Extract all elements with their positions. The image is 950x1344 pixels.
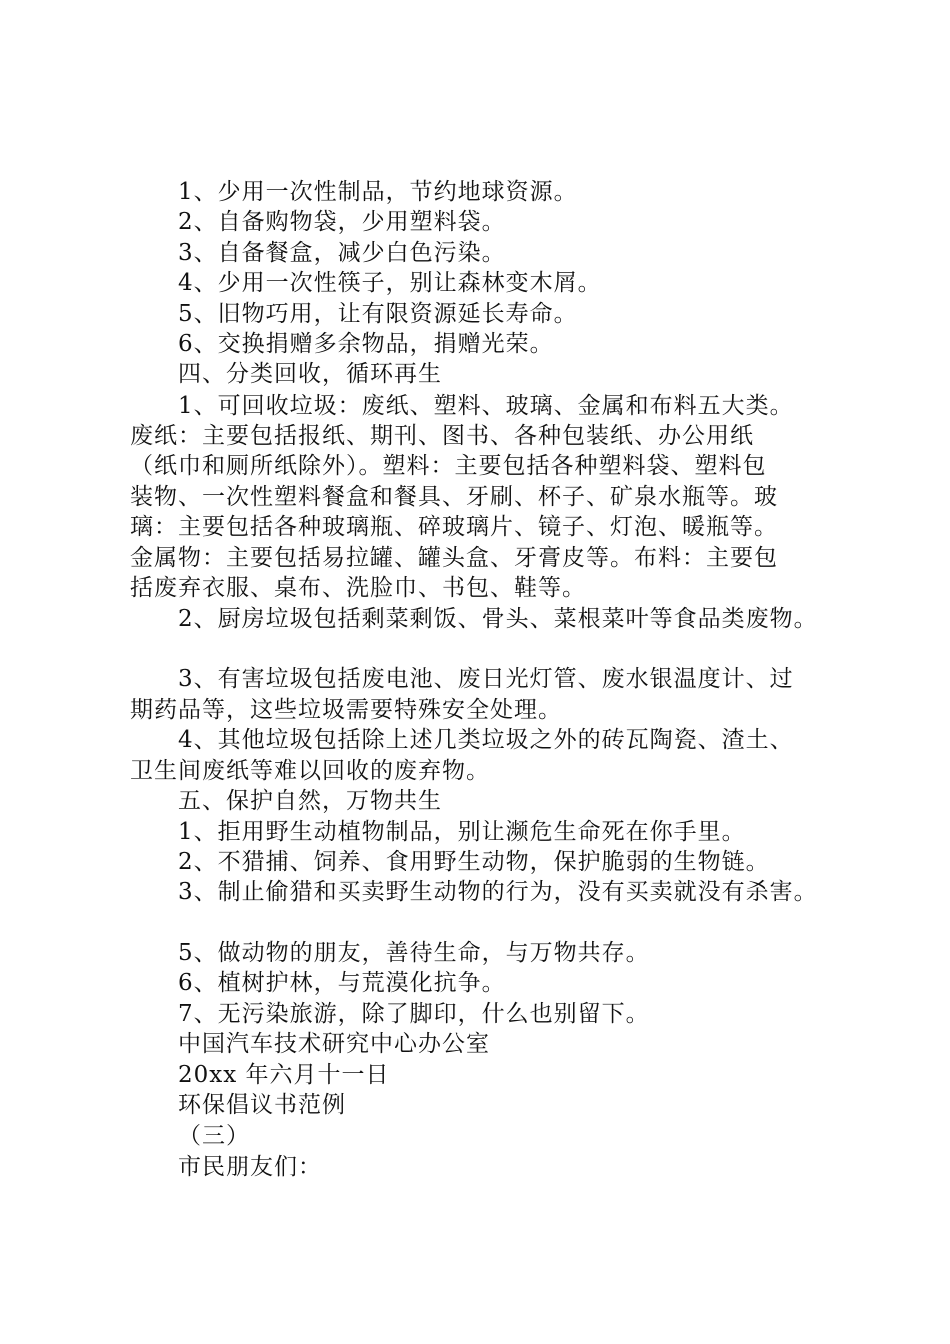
- text-line: 括废弃衣服、桌布、洗脸巾、书包、鞋等。: [130, 575, 586, 601]
- text-line: 5、旧物巧用，让有限资源延长寿命。: [178, 301, 578, 327]
- text-line: 6、植树护林，与荒漠化抗争。: [178, 970, 506, 996]
- text-line: 2、自备购物袋，少用塑料袋。: [178, 209, 506, 235]
- section-number: （三）: [178, 1123, 250, 1149]
- text-line: 4、少用一次性筷子，别让森林变木屑。: [178, 270, 602, 296]
- text-line: 5、做动物的朋友，善待生命，与万物共存。: [178, 940, 650, 966]
- text-line: 璃：主要包括各种玻璃瓶、碎玻璃片、镜子、灯泡、暖瓶等。: [130, 514, 778, 540]
- text-line: 废纸：主要包括报纸、期刊、图书、各种包装纸、办公用纸: [130, 423, 754, 449]
- text-line: 1、可回收垃圾：废纸、塑料、玻璃、金属和布料五大类。: [178, 393, 794, 419]
- signature-organization: 中国汽车技术研究中心办公室: [178, 1031, 490, 1057]
- text-line: 装物、一次性塑料餐盒和餐具、牙刷、杯子、矿泉水瓶等。玻: [130, 484, 778, 510]
- section-heading: 五、保护自然，万物共生: [178, 788, 442, 814]
- text-line: 4、其他垃圾包括除上述几类垃圾之外的砖瓦陶瓷、渣土、: [178, 727, 794, 753]
- text-line: 6、交换捐赠多余物品，捐赠光荣。: [178, 331, 554, 357]
- section-heading: 四、分类回收，循环再生: [178, 361, 442, 387]
- text-line: 1、少用一次性制品，节约地球资源。: [178, 179, 578, 205]
- text-line: 2、不猎捕、饲养、食用野生动物，保护脆弱的生物链。: [178, 849, 770, 875]
- text-line: 2、厨房垃圾包括剩菜剩饭、骨头、菜根菜叶等食品类废物。: [178, 606, 818, 632]
- text-line: 1、拒用野生动植物制品，别让濒危生命死在你手里。: [178, 819, 746, 845]
- text-line: （纸巾和厕所纸除外）。塑料：主要包括各种塑料袋、塑料包: [130, 453, 767, 479]
- text-line: 3、自备餐盒，减少白色污染。: [178, 240, 506, 266]
- text-line: 3、制止偷猎和买卖野生动物的行为，没有买卖就没有杀害。: [178, 879, 818, 905]
- document-title: 环保倡议书范例: [178, 1092, 346, 1118]
- text-line: 3、有害垃圾包括废电池、废日光灯管、废水银温度计、过: [178, 666, 794, 692]
- signature-date: 20xx 年六月十一日: [178, 1062, 390, 1088]
- text-line: 卫生间废纸等难以回收的废弃物。: [130, 758, 490, 784]
- salutation: 市民朋友们：: [178, 1154, 322, 1180]
- text-line: 7、无污染旅游，除了脚印，什么也别留下。: [178, 1001, 650, 1027]
- text-line: 金属物：主要包括易拉罐、罐头盒、牙膏皮等。布料：主要包: [130, 545, 778, 571]
- text-line: 期药品等，这些垃圾需要特殊安全处理。: [130, 697, 562, 723]
